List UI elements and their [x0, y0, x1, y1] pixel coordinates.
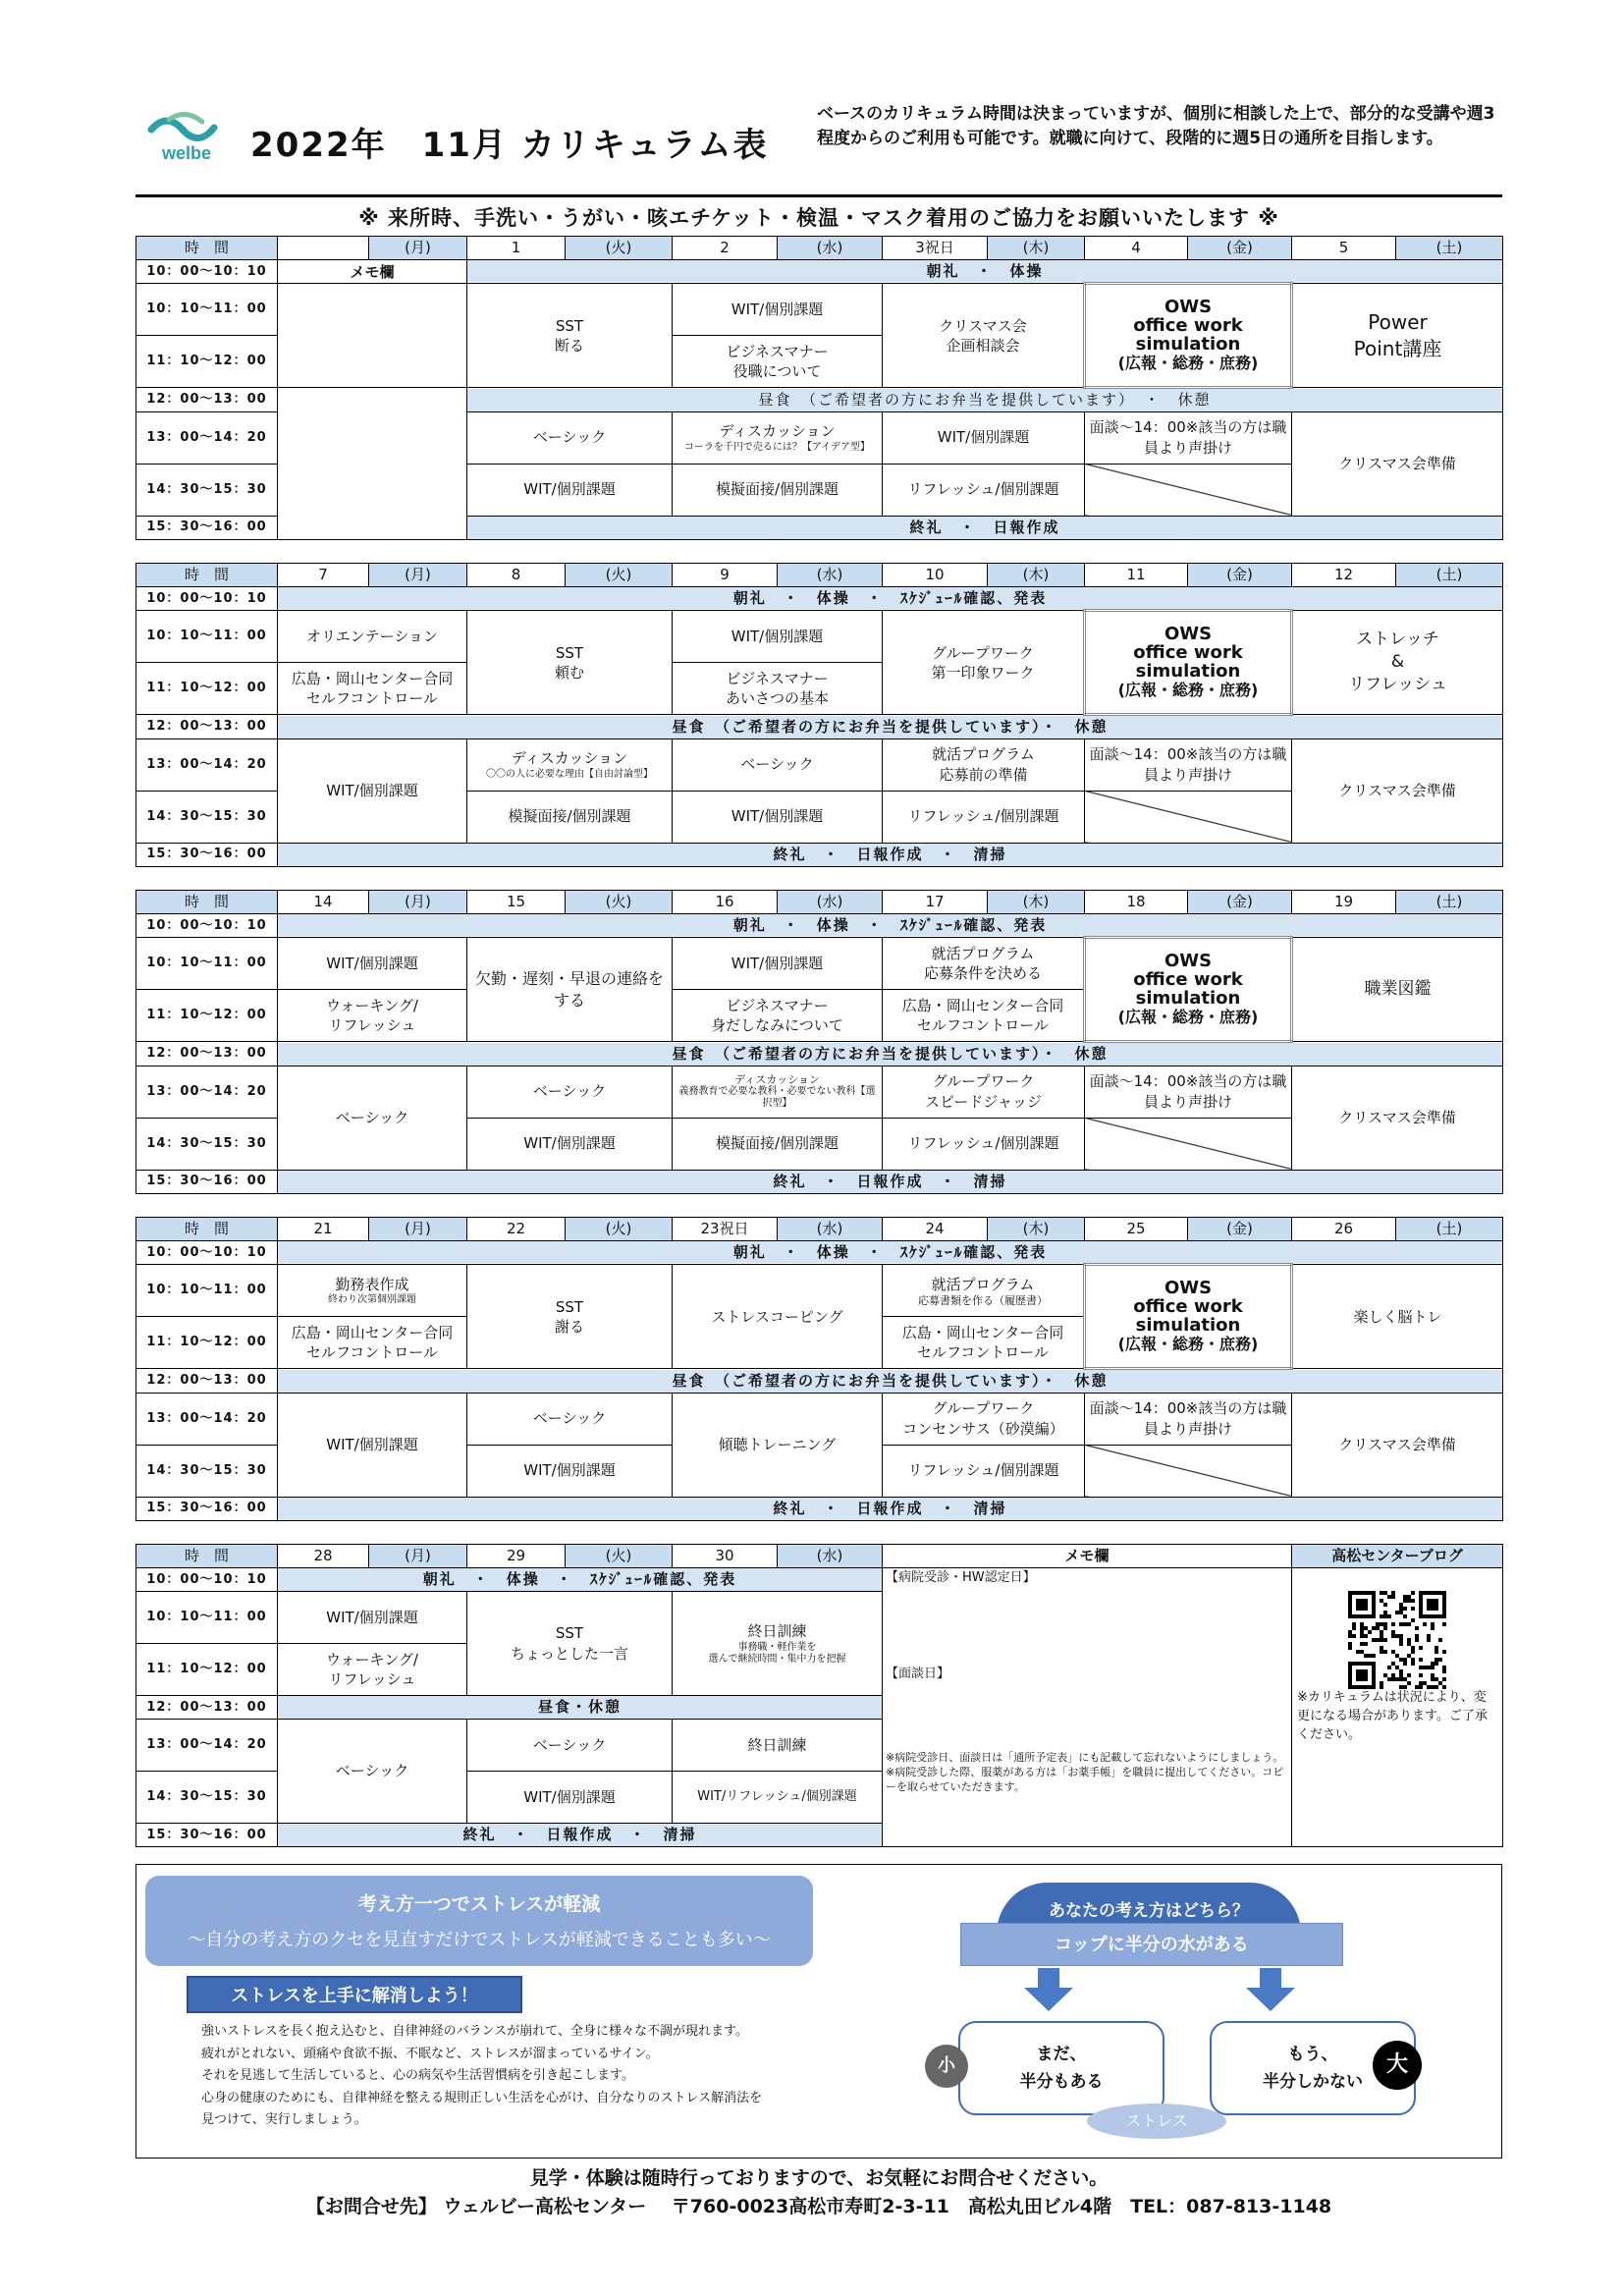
schedule-cell: 28: [278, 1545, 369, 1568]
schedule-cell: 面談～14：00※該当の方は職員より声掛け: [1085, 411, 1292, 464]
schedule-cell: 終日訓練 事務職・軽作業を 選んで継続時間・集中力を把握: [673, 1592, 883, 1696]
schedule-cell: (水): [778, 564, 883, 587]
schedule-cell: OWS office work simulation (広報・総務・庶務): [1085, 938, 1292, 1042]
welbe-logo: [147, 110, 226, 169]
schedule-cell: 終礼 ・ 日報作成: [467, 516, 1503, 539]
schedule-cell: 12：00～13：00: [136, 1696, 278, 1720]
schedule-cell: SST 頼む: [467, 611, 673, 715]
schedule-cell: 面談～14：00※該当の方は職員より声掛け: [1085, 1066, 1292, 1118]
schedule-cell: 面談～14：00※該当の方は職員より声掛け: [1085, 1393, 1292, 1445]
schedule-cell: (木): [988, 1218, 1085, 1241]
schedule-cell: 25: [1085, 1218, 1188, 1241]
schedule-cell: WIT/個別課題: [467, 464, 673, 516]
schedule-cell: SST ちょっとした一言: [467, 1592, 673, 1696]
arrow-down-icon: [1246, 1988, 1295, 2011]
schedule-cell: 22: [467, 1218, 566, 1241]
schedule-cell: 15：30～16：00: [136, 843, 278, 866]
schedule-cell: 13：00～14：20: [136, 1066, 278, 1118]
schedule-cell: 昼食・休憩: [278, 1696, 883, 1720]
schedule-cell: WIT/個別課題: [467, 1445, 673, 1497]
schedule-cell: 7: [278, 564, 369, 587]
schedule-cell: WIT/個別課題: [673, 938, 883, 990]
intro-text: ベースのカリキュラム時間は決まっていますが、個別に相談した上で、部分的な受講や週3程度からのご利用も可能です。就職に向けて、段階的に週5日の通所を目指します。: [817, 104, 1495, 148]
schedule-cell: ベーシック: [467, 1720, 673, 1772]
schedule-cell: 欠勤・遅刻・早退の連絡をする: [467, 938, 673, 1042]
schedule-cell: 高松センターブログ: [1292, 1545, 1503, 1568]
schedule-cell: 勤務表作成 終わり次第個別課題: [278, 1265, 467, 1317]
schedule-cell: SST 断る: [467, 284, 673, 388]
schedule-cell: (火): [566, 891, 673, 914]
memo-area: 【病院受診・HW認定日】 【面談日】 ※病院受診日、面談日は「通所予定表」にも記載して忘れないようにしましょう。 ※病院受診した際、服薬がある方は「お薬手帳」を職員に提出してください。コピーを取らせていただきます。: [883, 1568, 1292, 1847]
schedule-cell: 18: [1085, 891, 1188, 914]
schedule-cell: (土): [1396, 564, 1503, 587]
schedule-cell: (木): [988, 891, 1085, 914]
schedule-cell: 終礼 ・ 日報作成 ・ 清掃: [278, 1824, 883, 1847]
schedule-cell: 就活プログラム 応募書類を作る（履歴書）: [883, 1265, 1085, 1317]
schedule-cell: Power Point講座: [1292, 284, 1503, 388]
schedule-cell: 15：30～16：00: [136, 1824, 278, 1847]
schedule-cell: グループワーク コンセンサス（砂漠編）: [883, 1393, 1085, 1445]
schedule-cell: 就活プログラム 応募前の準備: [883, 738, 1085, 791]
schedule-cell: 21: [278, 1218, 369, 1241]
schedule-cell: 12: [1292, 564, 1396, 587]
schedule-cell: 広島・岡山センター合同 セルフコントロール: [883, 1317, 1085, 1369]
schedule-cell: ビジネスマナー 役職について: [673, 336, 883, 388]
schedule-cell: 15：30～16：00: [136, 1170, 278, 1193]
schedule-cell: 13：00～14：20: [136, 738, 278, 791]
week-4-table: [135, 1217, 1503, 1521]
schedule-cell: 終日訓練: [673, 1720, 883, 1772]
schedule-cell: 朝礼 ・ 体操 ・ ｽｹｼﾞｭｰﾙ確認、発表: [278, 914, 1503, 938]
schedule-cell: 10：00～10：10: [136, 587, 278, 611]
week-3-table: [135, 890, 1503, 1194]
schedule-cell: (月): [369, 891, 467, 914]
schedule-cell: (金): [1188, 237, 1292, 260]
schedule-cell: [278, 237, 369, 260]
schedule-cell: 14：30～15：30: [136, 1118, 278, 1170]
schedule-cell: WIT/個別課題: [673, 611, 883, 663]
schedule-cell: 10：10～11：00: [136, 938, 278, 990]
schedule-cell: 30: [673, 1545, 778, 1568]
schedule-cell: 8: [467, 564, 566, 587]
schedule-cell: 5: [1292, 237, 1396, 260]
schedule-cell: 11：10～12：00: [136, 1317, 278, 1369]
schedule-cell: 12：00～13：00: [136, 715, 278, 738]
schedule-cell: WIT/個別課題: [467, 1772, 673, 1824]
schedule-cell: 面談～14：00※該当の方は職員より声掛け: [1085, 738, 1292, 791]
schedule-cell: (土): [1396, 1218, 1503, 1241]
ows-block: OWS office work simulation (広報・総務・庶務): [1085, 284, 1292, 388]
schedule-cell: 19: [1292, 891, 1396, 914]
schedule-cell: WIT/個別課題: [673, 791, 883, 843]
schedule-cell: WIT/個別課題: [883, 411, 1085, 464]
schedule-cell: 昼食 （ご希望者の方にお弁当を提供しています）・ 休憩: [278, 715, 1503, 738]
schedule-cell: ビジネスマナー あいさつの基本: [673, 663, 883, 715]
schedule-cell: 12：00～13：00: [136, 1042, 278, 1066]
schedule-cell: 9: [673, 564, 778, 587]
question-banner: あなたの考え方はどちら？: [997, 1883, 1301, 1934]
schedule-cell: ストレッチ & リフレッシュ: [1292, 611, 1503, 715]
schedule-cell: 朝礼 ・ 体操: [467, 260, 1503, 284]
schedule-cell: クリスマス会 企画相談会: [883, 284, 1085, 388]
schedule-cell: 模擬面接/個別課題: [673, 1118, 883, 1170]
week-1-table: [135, 236, 1503, 540]
schedule-cell: 広島・岡山センター合同 セルフコントロール: [278, 663, 467, 715]
schedule-cell: 11：10～12：00: [136, 663, 278, 715]
schedule-cell: グループワーク 第一印象ワーク: [883, 611, 1085, 715]
schedule-cell: WIT/個別課題: [278, 738, 467, 843]
schedule-cell: (月): [369, 237, 467, 260]
footer-visit: 見学・体験は随時行っておりますので、お気軽にお問合せください。: [529, 2167, 1109, 2189]
schedule-cell: ベーシック: [467, 1393, 673, 1445]
schedule-cell: 10：00～10：10: [136, 1241, 278, 1265]
schedule-cell: 模擬面接/個別課題: [673, 464, 883, 516]
stress-tip-button: ストレスを上手に解消しよう！: [187, 1976, 522, 2013]
schedule-cell: 10：00～10：10: [136, 260, 278, 284]
schedule-cell: 広島・岡山センター合同 セルフコントロール: [883, 990, 1085, 1042]
schedule-cell: 15：30～16：00: [136, 1497, 278, 1520]
schedule-cell: 時 間: [136, 564, 278, 587]
schedule-cell: 10：10～11：00: [136, 611, 278, 663]
schedule-cell: ベーシック: [278, 1066, 467, 1170]
schedule-cell: ディスカッション コーラを千円で売るには？【アイデア型】: [673, 411, 883, 464]
schedule-cell: (火): [566, 564, 673, 587]
schedule-cell: (土): [1396, 237, 1503, 260]
schedule-cell: 14：30～15：30: [136, 1445, 278, 1497]
schedule-cell: OWS office work simulation (広報・総務・庶務): [1085, 1265, 1292, 1369]
schedule-cell: 13：00～14：20: [136, 1393, 278, 1445]
schedule-cell: 傾聴トレーニング: [673, 1393, 883, 1497]
schedule-cell: 10：00～10：10: [136, 914, 278, 938]
schedule-cell: ディスカッション 〇〇の人に必要な理由【自由討論型】: [467, 738, 673, 791]
schedule-cell: メモ欄: [883, 1545, 1292, 1568]
schedule-cell: (月): [369, 1545, 467, 1568]
schedule-cell: 職業図鑑: [1292, 938, 1503, 1042]
schedule-cell: OWS office work simulation (広報・総務・庶務): [1085, 611, 1292, 715]
schedule-cell: 10: [883, 564, 988, 587]
schedule-cell: 就活プログラム 応募条件を決める: [883, 938, 1085, 990]
divider: [135, 194, 1502, 197]
schedule-cell: 13：00～14：20: [136, 1720, 278, 1772]
schedule-cell: 12：00～13：00: [136, 388, 278, 411]
stress-body: 強いストレスを長く抱え込むと、自律神経のバランスが崩れて、全身に様々な不調が現れます。 疲れがとれない、頭痛や食欲不振、不眠など、ストレスが溜まっているサイン。 それを見逃して生活していると、心の病気や生活習慣病を引き起こします。 心身の健康のためにも、自律神経を整える規則正しい生活を心がけ、自分なりのストレス解消法を 見つけて、実行しましょう。: [201, 2024, 763, 2127]
schedule-cell: 10：10～11：00: [136, 1265, 278, 1317]
schedule-cell: (金): [1188, 1218, 1292, 1241]
schedule-cell: (土): [1396, 891, 1503, 914]
schedule-cell: 10：10～11：00: [136, 1592, 278, 1644]
schedule-cell: オリエンテーション: [278, 611, 467, 663]
schedule-cell: 3祝日: [883, 237, 988, 260]
schedule-cell: 終礼 ・ 日報作成 ・ 清掃: [278, 843, 1503, 866]
schedule-cell: [1085, 1118, 1292, 1170]
schedule-cell: 2: [673, 237, 778, 260]
arrow-down-icon: [1024, 1988, 1073, 2011]
schedule-cell: リフレッシュ/個別課題: [883, 1118, 1085, 1170]
schedule-cell: (金): [1188, 891, 1292, 914]
schedule-cell: (水): [778, 237, 883, 260]
small-badge: 小: [925, 2045, 968, 2088]
schedule-cell: WIT/個別課題: [467, 1118, 673, 1170]
schedule-cell: ビジネスマナー 身だしなみについて: [673, 990, 883, 1042]
schedule-cell: リフレッシュ/個別課題: [883, 464, 1085, 516]
schedule-cell: 時 間: [136, 237, 278, 260]
schedule-cell: 15: [467, 891, 566, 914]
schedule-cell: 14：30～15：30: [136, 464, 278, 516]
schedule-cell: [1085, 791, 1292, 843]
schedule-cell: 終礼 ・ 日報作成 ・ 清掃: [278, 1170, 1503, 1193]
schedule-cell: 23祝日: [673, 1218, 778, 1241]
schedule-cell: グループワーク スピードジャッジ: [883, 1066, 1085, 1118]
qr-code-icon[interactable]: [1348, 1591, 1446, 1689]
schedule-cell: 15：30～16：00: [136, 516, 278, 539]
schedule-cell: 昼食 （ご希望者の方にお弁当を提供しています） ・ 休憩: [467, 388, 1503, 411]
schedule-cell: (水): [778, 1545, 883, 1568]
schedule-cell: 16: [673, 891, 778, 914]
schedule-cell: (水): [778, 891, 883, 914]
schedule-cell: 昼食 （ご希望者の方にお弁当を提供しています）・ 休憩: [278, 1369, 1503, 1393]
schedule-cell: (火): [566, 1545, 673, 1568]
schedule-cell: 4: [1085, 237, 1188, 260]
schedule-cell: ベーシック: [673, 738, 883, 791]
schedule-cell: 朝礼 ・ 体操 ・ ｽｹｼﾞｭｰﾙ確認、発表: [278, 1241, 1503, 1265]
schedule-cell: ウォーキング/ リフレッシュ: [278, 1644, 467, 1696]
schedule-cell: 朝礼 ・ 体操 ・ ｽｹｼﾞｭｰﾙ確認、発表: [278, 587, 1503, 611]
schedule-cell: メモ欄: [278, 260, 467, 284]
schedule-cell: ディスカッション 義務教育で必要な教科・必要でない教科【選択型】: [673, 1066, 883, 1118]
schedule-cell: 10：10～11：00: [136, 284, 278, 336]
schedule-cell: 17: [883, 891, 988, 914]
schedule-cell: [278, 388, 467, 539]
schedule-cell: WIT/リフレッシュ/個別課題: [673, 1772, 883, 1824]
schedule-cell: ※カリキュラムは状況により、変更になる場合があります。ご了承ください。: [1292, 1568, 1503, 1847]
schedule-cell: (月): [369, 1218, 467, 1241]
schedule-cell: 終礼 ・ 日報作成 ・ 清掃: [278, 1497, 1503, 1520]
schedule-cell: WIT/個別課題: [673, 284, 883, 336]
answer-optimistic: まだ、 半分もある: [958, 2021, 1164, 2115]
notice-text: ※ 来所時、手洗い・うがい・咳エチケット・検温・マスク着用のご協力をお願いいたします ※: [358, 206, 1279, 230]
schedule-cell: 時 間: [136, 1545, 278, 1568]
schedule-cell: クリスマス会準備: [1292, 738, 1503, 843]
schedule-cell: 14：30～15：30: [136, 1772, 278, 1824]
week-2-table: [135, 563, 1503, 867]
schedule-cell: 11: [1085, 564, 1188, 587]
arrow-down-icon: [1038, 1968, 1059, 1988]
stress-headline-box: 考え方一つでストレスが軽減 ～自分の考え方のクセを見直すだけでストレスが軽減できることも多い～: [145, 1876, 813, 1966]
svg-text:welbe: welbe: [161, 143, 212, 163]
schedule-cell: 昼食 （ご希望者の方にお弁当を提供しています）・ 休憩: [278, 1042, 1503, 1066]
schedule-cell: (木): [988, 564, 1085, 587]
stress-label: ストレス: [1087, 2104, 1226, 2139]
schedule-cell: (金): [1188, 564, 1292, 587]
schedule-cell: 24: [883, 1218, 988, 1241]
large-badge: 大: [1373, 2041, 1422, 2090]
schedule-cell: 時 間: [136, 891, 278, 914]
schedule-cell: リフレッシュ/個別課題: [883, 791, 1085, 843]
schedule-cell: クリスマス会準備: [1292, 1393, 1503, 1497]
footer-contact: 【お問合せ先】 ウェルビー高松センター 〒760-0023高松市寿町2-3-11 高松丸田ビル4階 TEL：087-813-1148: [305, 2196, 1332, 2217]
schedule-cell: クリスマス会準備: [1292, 1066, 1503, 1170]
schedule-cell: (木): [988, 237, 1085, 260]
schedule-cell: クリスマス会準備: [1292, 411, 1503, 516]
arrow-down-icon: [1260, 1968, 1281, 1988]
schedule-cell: 14：30～15：30: [136, 791, 278, 843]
schedule-cell: 13：00～14：20: [136, 411, 278, 464]
answer-pessimistic: もう、 半分しかない: [1210, 2021, 1416, 2115]
cup-statement: コップに半分の水がある: [960, 1923, 1343, 1966]
schedule-cell: 11：10～12：00: [136, 990, 278, 1042]
schedule-cell: 模擬面接/個別課題: [467, 791, 673, 843]
schedule-cell: 1: [467, 237, 566, 260]
schedule-cell: [278, 284, 467, 388]
schedule-cell: SST 謝る: [467, 1265, 673, 1369]
page-title: 2022年 11月 カリキュラム表: [250, 126, 769, 165]
schedule-cell: 時 間: [136, 1218, 278, 1241]
schedule-cell: 10：00～10：10: [136, 1568, 278, 1592]
schedule-cell: 楽しく脳トレ: [1292, 1265, 1503, 1369]
week-5-table: [135, 1544, 1503, 1847]
schedule-cell: (火): [566, 237, 673, 260]
schedule-cell: 11：10～12：00: [136, 1644, 278, 1696]
schedule-cell: [1085, 1445, 1292, 1497]
schedule-cell: WIT/個別課題: [278, 1592, 467, 1644]
schedule-cell: (火): [566, 1218, 673, 1241]
schedule-cell: 29: [467, 1545, 566, 1568]
schedule-cell: WIT/個別課題: [278, 938, 467, 990]
schedule-cell: 14: [278, 891, 369, 914]
schedule-cell: 12：00～13：00: [136, 1369, 278, 1393]
schedule-cell: 26: [1292, 1218, 1396, 1241]
schedule-cell: 11：10～12：00: [136, 336, 278, 388]
schedule-cell: ベーシック: [278, 1720, 467, 1824]
schedule-cell: (水): [778, 1218, 883, 1241]
schedule-cell: ストレスコーピング: [673, 1265, 883, 1369]
schedule-cell: リフレッシュ/個別課題: [883, 1445, 1085, 1497]
schedule-cell: WIT/個別課題: [278, 1393, 467, 1497]
schedule-cell: 朝礼 ・ 体操 ・ ｽｹｼﾞｭｰﾙ確認、発表: [278, 1568, 883, 1592]
diagonal-cell: [1085, 464, 1292, 516]
schedule-cell: 広島・岡山センター合同 セルフコントロール: [278, 1317, 467, 1369]
schedule-cell: (月): [369, 564, 467, 587]
schedule-cell: ベーシック: [467, 411, 673, 464]
schedule-cell: ベーシック: [467, 1066, 673, 1118]
schedule-cell: ウォーキング/ リフレッシュ: [278, 990, 467, 1042]
